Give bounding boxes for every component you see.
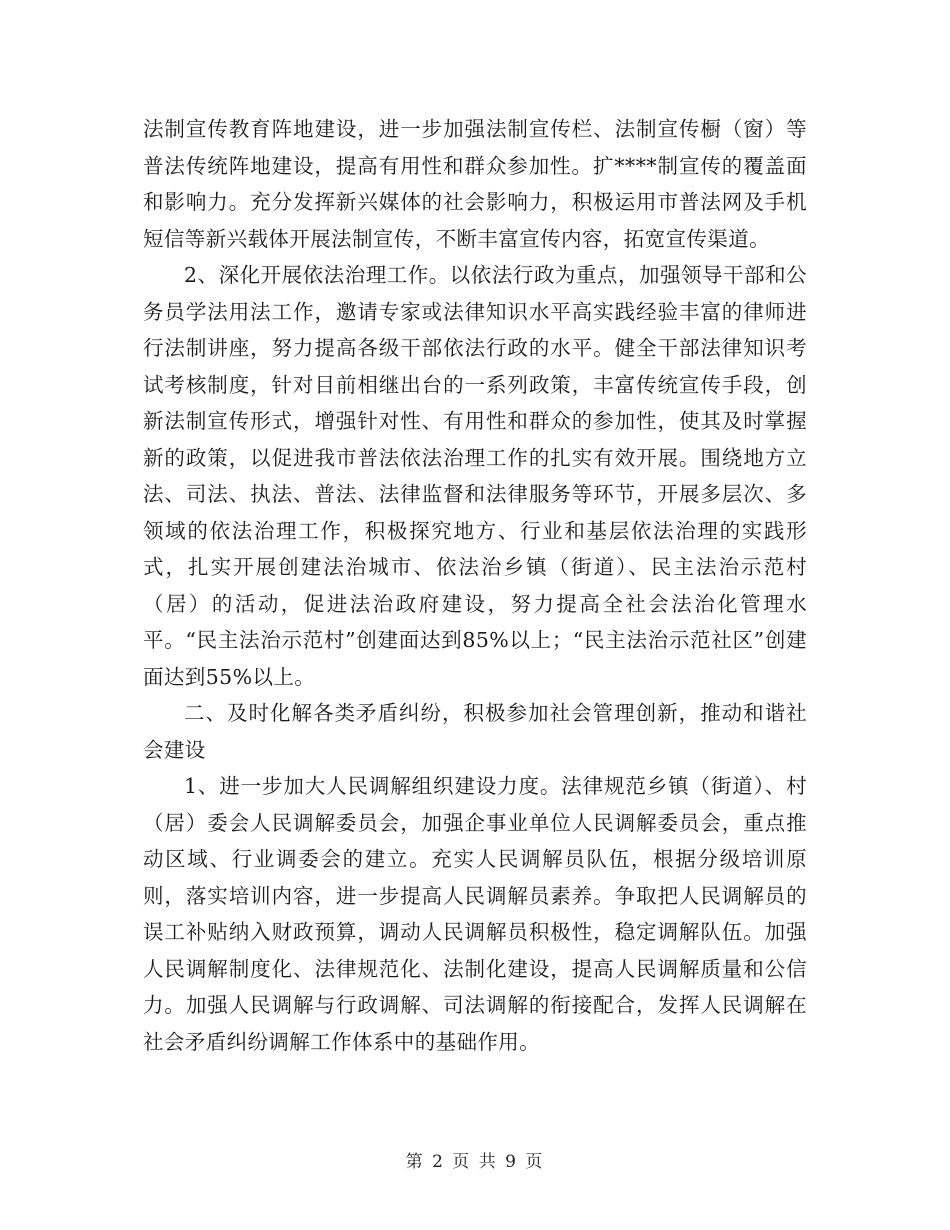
page-number-footer: 第 2 页 共 9 页 xyxy=(405,1152,545,1172)
paragraph-mediation-organization: 1、进一步加大人民调解组织建设力度。法律规范乡镇（街道）、村（居）委会人民调解委员会，加强企事业单位人民调解委员会，重点推动区域、行业调委会的建立。充实人民调解员队伍，根据分级培训原则，落实培训内容，进一步提高人民调解员素养。争取把人民调解员的误工补贴纳入财政预算，调动人民调解员积极性，稳定调解队伍。加强人民调解制度化、法律规范化、法制化建设，提高人民调解质量和公信力。加强人民调解与行政调解、司法调解的衔接配合，发挥人民调解在社会矛盾纠纷调解工作体系中的基础作用。 xyxy=(143,774,807,1054)
paragraph-rule-of-law-governance: 2、深化开展依法治理工作。以依法行政为重点，加强领导干部和公务员学法用法工作，邀请专家或法律知识水平高实践经验丰富的律师进行法制讲座，努力提高各级干部依法行政的水平。健全干部法律知识考试考核制度，针对目前相继出台的一系列政策，丰富传统宣传手段，创新法制宣传形式，增强针对性、有用性和群众的参加性，使其及时掌握新的政策，以促进我市普法依法治理工作的扎实有效开展。围绕地方立法、司法、执法、普法、法律监督和法律服务等环节，开展多层次、多领域的依法治理工作，积极探究地方、行业和基层依法治理的实践形式，扎实开展创建法治城市、依法治乡镇（街道）、民主法治示范村（居）的活动，促进法治政府建设，努力提高全社会法治化管理水平。“民主法治示范村”创建面达到85%以上；“民主法治示范社区”创建面达到55%以上。 xyxy=(143,263,807,689)
document-body xyxy=(143,111,807,1060)
paragraph-continuation: 法制宣传教育阵地建设，进一步加强法制宣传栏、法制宣传橱（窗）等普法传统阵地建设，提高有用性和群众参加性。扩****制宣传的覆盖面和影响力。充分发挥新兴媒体的社会影响力，积极运用市普法网及手机短信等新兴载体开展法制宣传，不断丰富宣传内容，拓宽宣传渠道。 xyxy=(143,117,807,251)
section-heading-dispute-resolution: 二、及时化解各类矛盾纠纷，积极参加社会管理创新，推动和谐社会建设 xyxy=(143,701,807,762)
